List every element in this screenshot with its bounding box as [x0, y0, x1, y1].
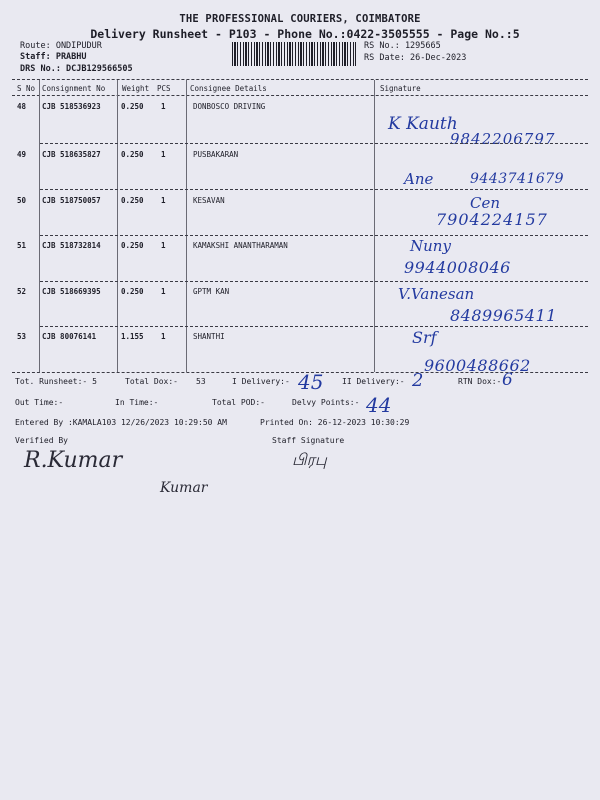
row-consignment: CJB 518750057 — [42, 196, 101, 205]
row-weight: 1.155 — [121, 332, 144, 341]
row-signature-phone: 8489965411 — [450, 306, 557, 325]
row-consignee: GPTM KAN — [193, 287, 230, 296]
col-sno: S No — [17, 84, 36, 93]
row-weight: 0.250 — [121, 241, 144, 250]
row-sno: 49 — [17, 150, 27, 159]
company-title: THE PROFESSIONAL COURIERS, COIMBATORE — [179, 13, 421, 25]
rs-number: RS No.: 1295665 — [364, 41, 441, 51]
row-signature-phone: 9944008046 — [404, 258, 511, 277]
row-consignment: CJB 518536923 — [42, 102, 101, 111]
row-signature: Nuny — [410, 237, 451, 255]
barcode — [232, 42, 356, 66]
row-consignment: CJB 518669395 — [42, 287, 101, 296]
delvy-points-label: Delvy Points:- — [292, 398, 360, 407]
verifier-signature-2: Kumar — [160, 480, 208, 496]
row-weight: 0.250 — [121, 196, 144, 205]
row-pcs: 1 — [161, 332, 166, 341]
row-pcs: 1 — [161, 196, 166, 205]
row-consignee: PUSBAKARAN — [193, 150, 239, 159]
out-time: Out Time:- — [15, 398, 64, 407]
row-signature: V.Vanesan — [398, 285, 475, 303]
entered-by: Entered By :KAMALA103 12/26/2023 10:29:50 AM — [15, 418, 227, 427]
tot-runsheet: Tot. Runsheet:- 5 — [15, 377, 97, 386]
verified-by-label: Verified By — [15, 436, 68, 445]
row-signature-phone: 9842206797 — [450, 130, 556, 148]
ii-delivery-value: 2 — [412, 370, 424, 391]
i-delivery-value: 45 — [298, 370, 324, 394]
row-sno: 48 — [17, 102, 27, 111]
row-pcs: 1 — [161, 287, 166, 296]
row-rule — [40, 189, 588, 190]
rtn-dox-value: 6 — [502, 370, 513, 390]
row-consignment: CJB 518635827 — [42, 150, 101, 159]
row-sno: 52 — [17, 287, 27, 296]
col-signature: Signature — [380, 84, 421, 93]
row-sno: 51 — [17, 241, 27, 250]
col-consignee: Consignee Details — [190, 84, 267, 93]
row-signature: Ane — [404, 170, 434, 188]
row-signature-phone: 9600488662 — [424, 356, 531, 375]
row-signature: K Kauth — [388, 114, 458, 134]
row-consignee: DONBOSCO DRIVING — [193, 102, 266, 111]
row-weight: 0.250 — [121, 287, 144, 296]
row-pcs: 1 — [161, 241, 166, 250]
total-pod: Total POD:- — [212, 398, 265, 407]
delvy-points-value: 44 — [366, 393, 392, 417]
row-signature-phone: 9443741679 — [470, 171, 565, 187]
row-pcs: 1 — [161, 102, 166, 111]
row-consignment: CJB 518732814 — [42, 241, 101, 250]
total-dox-value: 53 — [196, 377, 206, 386]
table-top-rule — [12, 79, 588, 80]
row-rule — [40, 143, 588, 144]
ii-delivery-label: II Delivery:- — [342, 377, 405, 386]
in-time: In Time:- — [115, 398, 159, 407]
row-consignee: SHANTHI — [193, 332, 225, 341]
col-pcs: PCS — [157, 84, 171, 93]
total-dox-label: Total Dox:- — [125, 377, 178, 386]
i-delivery-label: I Delivery:- — [232, 377, 290, 386]
verifier-signature: R.Kumar — [24, 448, 123, 473]
table-header-rule — [12, 95, 588, 96]
col-consignment: Consignment No — [42, 84, 106, 93]
row-rule — [40, 281, 588, 282]
runsheet-title: Delivery Runsheet - P103 - Phone No.:0422-3505555 - Page No.:5 — [90, 27, 520, 41]
row-rule — [40, 235, 588, 236]
row-consignment: CJB 80076141 — [42, 332, 97, 341]
staff-signature-label: Staff Signature — [272, 436, 345, 445]
row-pcs: 1 — [161, 150, 166, 159]
col-weight: Weight — [122, 84, 150, 93]
rs-date: RS Date: 26-Dec-2023 — [364, 53, 467, 63]
row-weight: 0.250 — [121, 102, 144, 111]
col-divider — [186, 80, 187, 372]
row-weight: 0.250 — [121, 150, 144, 159]
row-rule — [40, 326, 588, 327]
row-consignee: KAMAKSHI ANANTHARAMAN — [193, 241, 288, 250]
row-sno: 50 — [17, 196, 27, 205]
drs-number: DRS No.: DCJB129566505 — [20, 64, 133, 74]
row-signature-phone: 7904224157 — [436, 210, 548, 229]
row-sno: 53 — [17, 332, 27, 341]
staff-signature: பிரபு — [292, 450, 327, 469]
col-divider — [374, 80, 375, 372]
printed-on: Printed On: 26-12-2023 10:30:29 — [260, 418, 410, 427]
col-divider — [117, 80, 118, 372]
rtn-dox-label: RTN Dox:- — [458, 377, 502, 386]
row-consignee: KESAVAN — [193, 196, 225, 205]
route: Route: ONDIPUDUR — [20, 41, 102, 51]
row-signature: Cen — [470, 194, 501, 212]
staff: Staff: PRABHU — [20, 52, 87, 62]
col-divider — [39, 80, 40, 372]
row-signature: Srf — [412, 328, 437, 347]
